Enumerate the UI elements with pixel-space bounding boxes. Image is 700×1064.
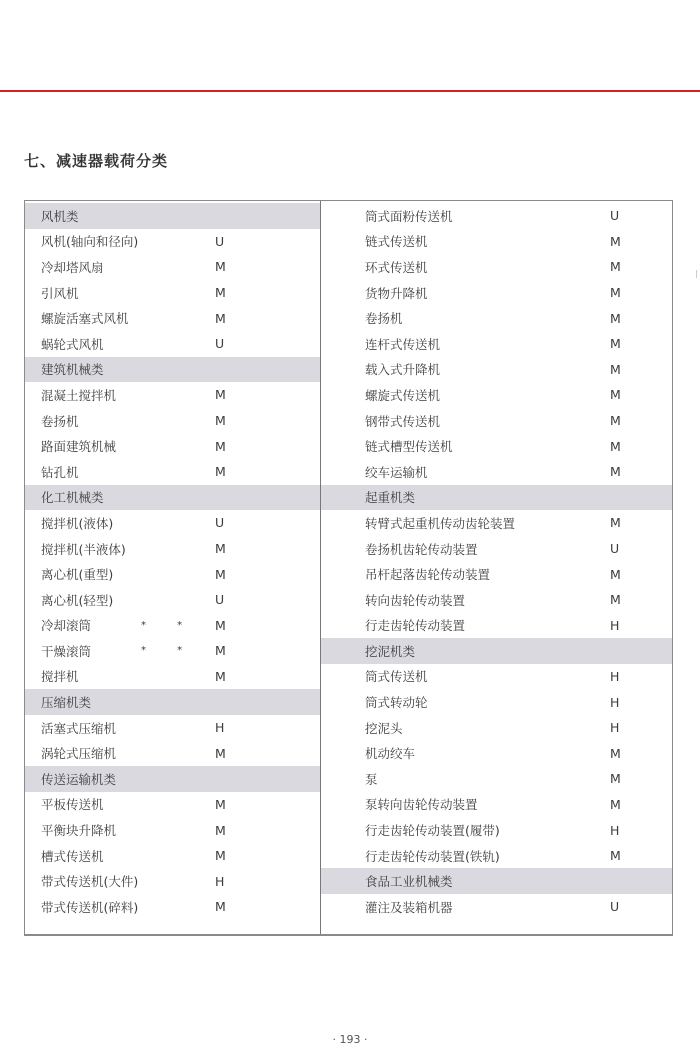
table-row — [25, 894, 320, 920]
load-class-code: M — [215, 387, 226, 403]
load-class-code: H — [610, 720, 620, 736]
machine-name: 货物升降机 — [365, 285, 428, 301]
load-class-code: M — [610, 771, 621, 787]
load-class-code: M — [610, 233, 621, 249]
table-row — [25, 792, 320, 818]
category-header-row — [25, 203, 320, 229]
load-class-code: M — [215, 745, 226, 761]
load-class-code: M — [610, 259, 621, 275]
table-row — [321, 587, 672, 613]
category-name: 起重机类 — [365, 490, 416, 506]
table-row — [25, 280, 320, 306]
machine-name: 转向齿轮传动装置 — [365, 592, 466, 608]
machine-name: 链式传送机 — [365, 234, 428, 250]
table-row — [321, 382, 672, 408]
machine-name: 行走齿轮传动装置(铁轨) — [365, 848, 500, 864]
load-class-code: U — [610, 899, 620, 915]
category-header-row — [321, 638, 672, 664]
table-row — [321, 280, 672, 306]
table-row — [25, 536, 320, 562]
table-row — [321, 561, 672, 587]
table-row — [25, 587, 320, 613]
machine-name: 螺旋式传送机 — [365, 387, 441, 403]
table-row — [25, 382, 320, 408]
load-class-code: M — [215, 848, 226, 864]
load-class-code: M — [610, 387, 621, 403]
load-class-code: M — [215, 464, 226, 480]
table-row — [321, 817, 672, 843]
load-class-code: M — [215, 822, 226, 838]
load-class-code: M — [215, 668, 226, 684]
table-row — [25, 254, 320, 280]
load-class-code: M — [215, 413, 226, 429]
load-class-code: M — [610, 438, 621, 454]
table-row — [25, 868, 320, 894]
table-row — [321, 843, 672, 869]
load-class-code: H — [610, 822, 620, 838]
machine-name: 冷却塔风扇 — [41, 259, 104, 275]
load-class-code: H — [610, 617, 620, 633]
load-class-code: M — [610, 310, 621, 326]
load-class-code: M — [610, 336, 621, 352]
category-header-row — [25, 357, 320, 383]
load-class-code: M — [215, 310, 226, 326]
machine-name: 干燥滚筒 — [41, 643, 92, 659]
section-title: 七、减速器载荷分类 — [24, 152, 169, 170]
load-class-code: H — [215, 873, 225, 889]
machine-name: 槽式传送机 — [41, 848, 104, 864]
table-row — [321, 305, 672, 331]
machine-name: 钻孔机 — [41, 464, 79, 480]
table-row — [321, 510, 672, 536]
machine-name: 筒式面粉传送机 — [365, 208, 453, 224]
table-row — [321, 331, 672, 357]
load-class-code: M — [610, 361, 621, 377]
category-name: 传送运输机类 — [41, 771, 117, 787]
machine-name: 行走齿轮传动装置 — [365, 618, 466, 634]
table-row — [25, 843, 320, 869]
table-right-column — [321, 201, 672, 934]
machine-name: 吊杆起落齿轮传动装置 — [365, 567, 491, 583]
page-number: · 193 · — [332, 1033, 368, 1046]
table-row — [321, 894, 672, 920]
machine-name: 平衡块升降机 — [41, 823, 117, 839]
load-class-code: M — [610, 592, 621, 608]
table-row — [25, 459, 320, 485]
machine-name: 灌注及装箱机器 — [365, 899, 453, 915]
load-class-code: U — [215, 515, 225, 531]
category-header-row — [25, 485, 320, 511]
table-row — [321, 792, 672, 818]
load-class-code: U — [610, 208, 620, 224]
machine-name: 筒式传送机 — [365, 669, 428, 685]
machine-name: 载入式升降机 — [365, 362, 441, 378]
machine-name: 连杆式传送机 — [365, 336, 441, 352]
table-row — [25, 664, 320, 690]
table-row — [321, 689, 672, 715]
load-class-code: H — [215, 720, 225, 736]
load-class-code: M — [215, 438, 226, 454]
table-row — [25, 408, 320, 434]
machine-name: 筒式转动轮 — [365, 695, 428, 711]
footnote-asterisks: * * — [141, 619, 197, 631]
load-class-code: M — [610, 848, 621, 864]
table-row — [25, 817, 320, 843]
load-class-code: M — [610, 566, 621, 582]
machine-name: 活塞式压缩机 — [41, 720, 117, 736]
machine-name: 卷扬机 — [41, 413, 79, 429]
load-class-code: H — [610, 668, 620, 684]
header-red-rule — [0, 90, 700, 92]
category-header-row — [25, 766, 320, 792]
machine-name: 搅拌机(液体) — [41, 515, 114, 531]
machine-name: 搅拌机(半液体) — [41, 541, 126, 557]
load-class-code: M — [610, 413, 621, 429]
machine-name: 搅拌机 — [41, 669, 79, 685]
load-class-code: M — [610, 515, 621, 531]
category-name: 食品工业机械类 — [365, 874, 453, 890]
table-left-column — [25, 201, 321, 934]
load-class-code: M — [215, 541, 226, 557]
category-name: 建筑机械类 — [41, 362, 104, 378]
machine-name: 带式传送机(碎料) — [41, 899, 139, 915]
load-class-code: M — [610, 464, 621, 480]
table-row — [25, 305, 320, 331]
machine-name: 涡轮式压缩机 — [41, 746, 117, 762]
machine-name: 风机(轴向和径向) — [41, 234, 139, 250]
category-header-row — [321, 868, 672, 894]
machine-name: 平板传送机 — [41, 797, 104, 813]
load-class-code: M — [610, 796, 621, 812]
table-row — [321, 740, 672, 766]
table-row — [25, 229, 320, 255]
table-row — [321, 254, 672, 280]
machine-name: 卷扬机 — [365, 311, 403, 327]
load-class-code: U — [215, 336, 225, 352]
category-header-row — [321, 485, 672, 511]
machine-name: 行走齿轮传动装置(履带) — [365, 823, 500, 839]
machine-name: 绞车运输机 — [365, 464, 428, 480]
category-name: 化工机械类 — [41, 490, 104, 506]
load-class-code: M — [215, 566, 226, 582]
machine-name: 链式槽型传送机 — [365, 439, 453, 455]
machine-name: 泵转向齿轮传动装置 — [365, 797, 478, 813]
load-classification-table — [24, 200, 673, 936]
table-row — [321, 664, 672, 690]
table-row — [25, 740, 320, 766]
machine-name: 混凝土搅拌机 — [41, 387, 117, 403]
table-row — [321, 408, 672, 434]
table-row — [25, 433, 320, 459]
table-row — [25, 613, 320, 639]
category-name: 压缩机类 — [41, 695, 92, 711]
load-class-code: U — [610, 541, 620, 557]
machine-name: 泵 — [365, 771, 378, 787]
machine-name: 转臂式起重机传动齿轮装置 — [365, 515, 516, 531]
table-row — [25, 510, 320, 536]
table-row — [25, 561, 320, 587]
table-row — [321, 715, 672, 741]
load-class-code: M — [215, 643, 226, 659]
category-name: 挖泥机类 — [365, 643, 416, 659]
machine-name: 冷却滚筒 — [41, 618, 92, 634]
machine-name: 螺旋活塞式风机 — [41, 311, 129, 327]
category-name: 风机类 — [41, 208, 79, 224]
load-class-code: M — [610, 745, 621, 761]
table-row — [321, 203, 672, 229]
load-class-code: U — [215, 233, 225, 249]
machine-name: 带式传送机(大件) — [41, 874, 139, 890]
machine-name: 蜗轮式风机 — [41, 336, 104, 352]
machine-name: 卷扬机齿轮传动装置 — [365, 541, 478, 557]
table-row — [321, 536, 672, 562]
category-header-row — [25, 689, 320, 715]
load-class-code: M — [610, 285, 621, 301]
load-class-code: M — [215, 796, 226, 812]
machine-name: 钢带式传送机 — [365, 413, 441, 429]
load-class-code: M — [215, 285, 226, 301]
load-class-code: U — [215, 592, 225, 608]
machine-name: 离心机(轻型) — [41, 592, 114, 608]
table-row — [321, 766, 672, 792]
machine-name: 路面建筑机械 — [41, 439, 117, 455]
load-class-code: M — [215, 259, 226, 275]
table-row — [321, 229, 672, 255]
footnote-asterisks: * * — [141, 645, 197, 657]
machine-name: 离心机(重型) — [41, 567, 114, 583]
table-row — [321, 613, 672, 639]
table-row — [25, 331, 320, 357]
table-row — [25, 715, 320, 741]
machine-name: 机动绞车 — [365, 746, 416, 762]
page-edge-mark — [696, 270, 697, 278]
machine-name: 挖泥头 — [365, 720, 403, 736]
table-row — [25, 638, 320, 664]
table-row — [321, 459, 672, 485]
table-row — [321, 433, 672, 459]
table-row — [321, 357, 672, 383]
machine-name: 引风机 — [41, 285, 79, 301]
load-class-code: H — [610, 694, 620, 710]
load-class-code: M — [215, 617, 226, 633]
load-class-code: M — [215, 899, 226, 915]
machine-name: 环式传送机 — [365, 259, 428, 275]
